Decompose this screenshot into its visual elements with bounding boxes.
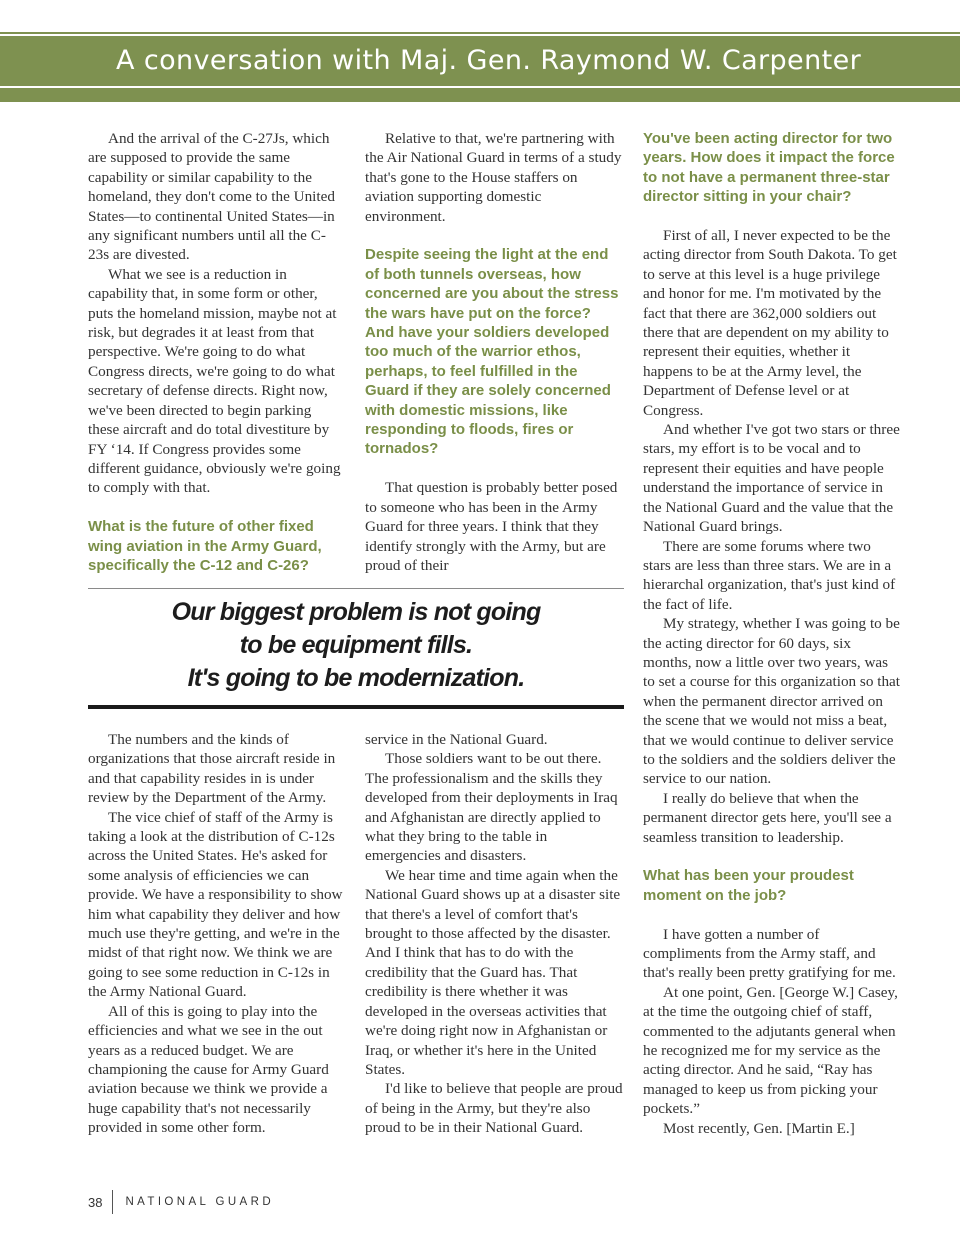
body-paragraph: I have gotten a number of compliments from the Army staff, and that's really been pretty gratifying for me. xyxy=(643,925,896,982)
body-paragraph: And the arrival of the C-27Js, which are supposed to provide the same capability or similar capability to the homeland, they don't come to the United States—to continental United States—in any significant numbers until all the C-23s are divested. xyxy=(88,130,335,264)
body-paragraph: The vice chief of staff of the Army is taking a look at the distribution of C-12s across the United States. He's asked for some analysis of efficiencies we can provide. We have a responsibility to show him what capability they deliver and how much use they're getting, and we're in the midst of that right now. We think we are going to see some reduction in C-12s in the Army National Guard. xyxy=(88,808,343,1001)
pull-quote xyxy=(88,596,624,695)
body-paragraph: We hear time and time again when the National Guard shows up at a disaster site that there's a level of comfort that's brought to those affected by the disaster. And I think that has to do with the credibility that the Guard has. That credibility is there whether it was developed in the overseas activities that we're doing right now in Afghanistan or Iraq, or whether it's here in the United States. xyxy=(365,866,621,1078)
footer-divider xyxy=(112,1190,113,1214)
page-number: 38 xyxy=(88,1194,103,1210)
column-1-top xyxy=(88,129,346,595)
pull-quote-line: It's going to be modernization. xyxy=(187,664,525,692)
body-paragraph: Those soldiers want to be out there. The professionalism and the skills they developed from their deployments in Iraq and Afghanistan are directly applied to what they bring to the table in emergencies and disasters. xyxy=(365,750,618,865)
column-3 xyxy=(643,129,901,1138)
body-paragraph: Most recently, Gen. [Martin E.] xyxy=(663,1119,855,1137)
body-paragraph: I'd like to believe that people are proud of being in the Army, but they're also proud to be in their National Guard. xyxy=(365,1080,623,1137)
body-paragraph: The numbers and the kinds of organizations that those aircraft reside in and that capability resides in is under review by the Department of the Army. xyxy=(88,731,336,807)
page-title: A conversation with Maj. Gen. Raymond W. Carpenter xyxy=(116,45,862,76)
body-paragraph: First of all, I never expected to be the acting director from South Dakota. To get to serve at this level is a huge privilege and honor for me. I'm motivated by the fact that there are 362,000 soldiers out there that are dependent on my ability to represent their equities, whether it happens to be at the Army level, the Department of Defense level or at Congress. xyxy=(643,227,897,419)
body-paragraph: service in the National Guard. xyxy=(365,731,548,748)
body-paragraph: Relative to that, we're partnering with the Air National Guard in terms of a study that's gone to the House staffers on aviation supporting domestic environment. xyxy=(365,130,622,225)
body-paragraph: That question is probably better posed to someone who has been in the Army Guard for three years. I think that they identify strongly with the Army, but are proud of their xyxy=(365,479,618,574)
banner-bottom-rule xyxy=(0,88,960,102)
page-footer xyxy=(88,1190,274,1214)
pull-quote-line: Our biggest problem is not going xyxy=(171,598,541,626)
column-2-top xyxy=(365,129,623,575)
interview-question: You've been acting director for two years. How does it impact the force to not have a permanent three-star director sitting in your chair? xyxy=(643,130,895,206)
body-paragraph: All of this is going to play into the efficiencies and what we see in the out years as a reduced budget. We are championing the cause for Army Guard aviation because we think we provide a huge capability that's not necessarily provided in some other form. xyxy=(88,1002,329,1137)
column-1-bottom xyxy=(88,730,346,1138)
body-paragraph: There are some forums where two stars are less than three stars. We are in a hierarchal organization, that's just kind of the fact of life. xyxy=(643,537,896,613)
pull-quote-bottom-rule xyxy=(88,705,624,709)
body-paragraph: And whether I've got two stars or three stars, my effort is to be vocal and to represent their equities and have people understand the importance of service in the National Guard and the value that the National Guard brings. xyxy=(643,421,900,536)
interview-question: Despite seeing the light at the end of both tunnels overseas, how concerned are you about the stress the wars have put on the force? And have your soldiers developed too much of the warrior ethos, perhaps, to feel fulfilled in the Guard if they are solely concerned with domestic missions, like responding to floods, fires or tornados? xyxy=(365,246,619,458)
interview-question: What is the future of other fixed wing aviation in the Army Guard, specifically the C-12 and C-26? xyxy=(88,518,322,574)
body-paragraph: What we see is a reduction in capability that, in some form or other, puts the homeland mission, maybe not at risk, but degrades it at least from that perspective. We're going to do what Congress directs, we're going to do what secretary of defense directs. Right now, we've been directed to begin parking these aircraft and do total divestiture by FY ‘14. If Congress provides some different guidance, obviously we're going to comply with that. xyxy=(88,265,341,497)
title-banner xyxy=(0,36,960,86)
body-paragraph: I really do believe that when the permanent director gets here, you'll see a seamless transition to leadership. xyxy=(643,789,892,846)
pull-quote-top-rule xyxy=(88,588,624,589)
body-paragraph: My strategy, whether I was going to be the acting director for 60 days, six months, now a little over two years, was to set a course for this organization so that when the permanent director arrived on the scene that we would not miss a beat, that we would continue to deliver service to the soldiers and the soldiers deliver the service to our nation. xyxy=(643,615,901,788)
banner-top-rule xyxy=(0,32,960,34)
publication-name: NATIONAL GUARD xyxy=(125,1196,275,1208)
body-paragraph: At one point, Gen. [George W.] Casey, at the time the outgoing chief of staff, commented to the adjutants general when he recognized me for my service as the acting director. And he said, “Ray has managed to keep us from picking your pockets.” xyxy=(643,983,898,1118)
column-2-bottom xyxy=(365,730,623,1138)
pull-quote-line: to be equipment fills. xyxy=(239,631,473,659)
interview-question: What has been your proudest moment on the job? xyxy=(643,867,854,904)
